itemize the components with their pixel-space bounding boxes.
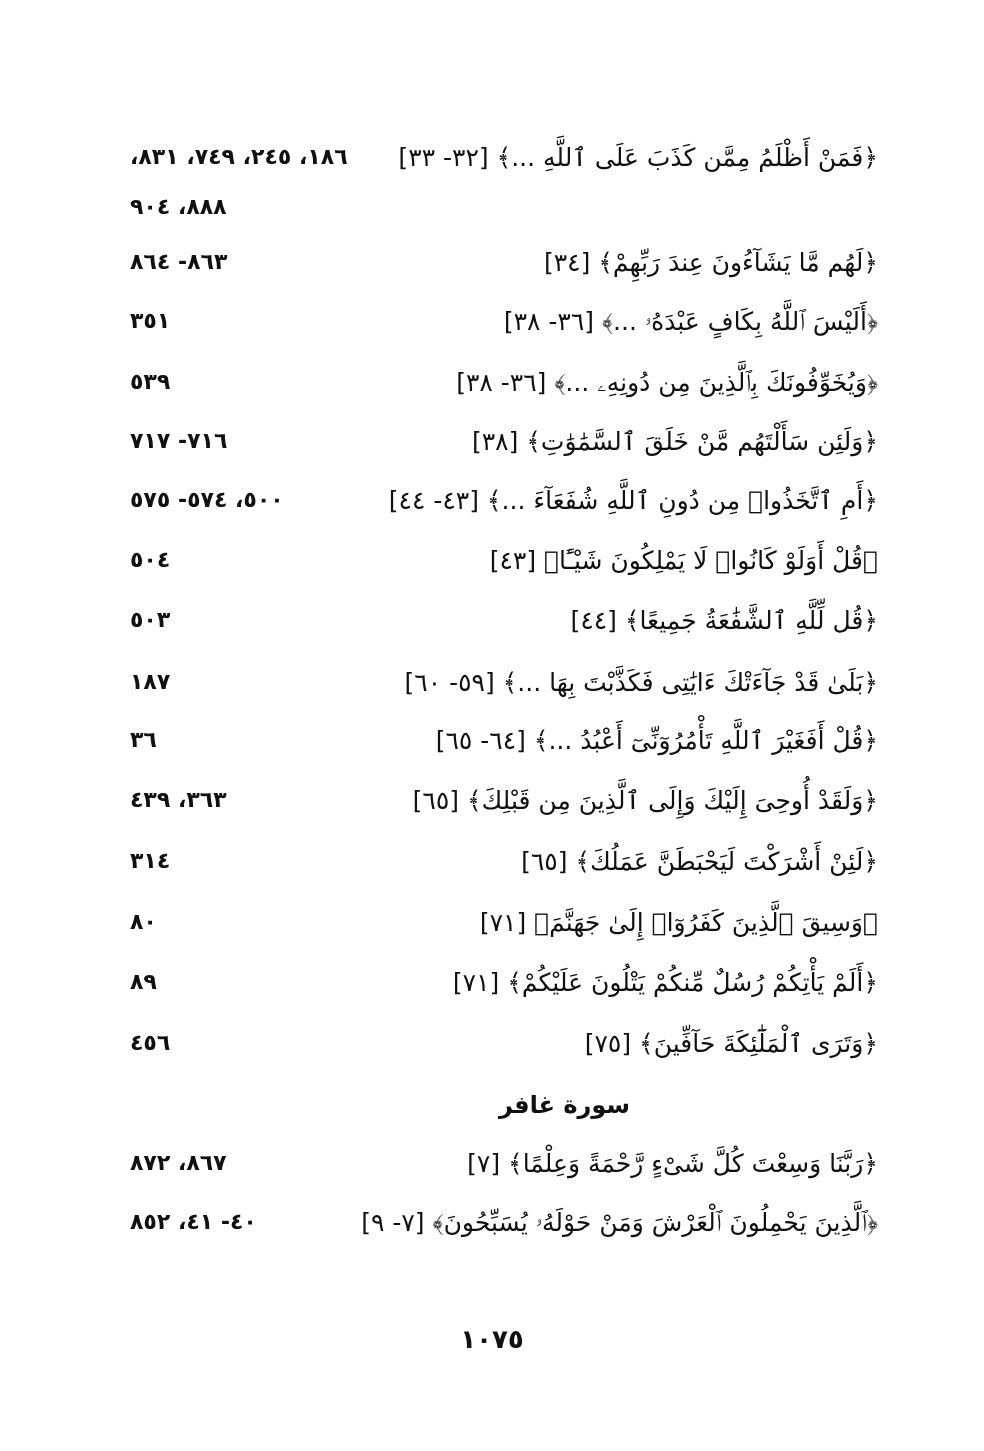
index-row	[0, 138, 984, 178]
page-references: ٥٣٩	[130, 370, 171, 395]
page-references: ٧١٦- ٧١٧	[130, 429, 228, 454]
page-references: ١٨٦، ٢٤٥، ٧٤٩، ٨٣١،	[130, 145, 348, 170]
index-row	[0, 363, 984, 403]
index-row	[0, 963, 984, 1003]
page-references: ٤٠- ٤١، ٨٥٢	[130, 1210, 257, 1235]
index-row	[0, 422, 984, 462]
index-row	[0, 601, 984, 641]
verse-text: ﴿بَلَىٰ قَدْ جَآءَتْكَ ءَايَٰتِى فَكَذَّبْتَ بِهَا ...﴾ [٥٩- ٦٠]	[404, 668, 878, 697]
page-references: ٣٥١	[130, 309, 171, 334]
page-number: ١٠٧٥	[460, 1325, 524, 1355]
verse-text: ﴿فَمَنْ أَظْلَمُ مِمَّن كَذَبَ عَلَى ٱللَّهِ ...﴾ [٣٢- ٣٣]	[398, 143, 878, 172]
verse-text: ﴿قُل لِّلَّهِ ٱلشَّفَٰعَةُ جَمِيعًا﴾ [٤٤]	[570, 606, 878, 635]
index-row	[0, 1203, 984, 1243]
verse-text: ﴿لَهُم مَّا يَشَآءُونَ عِندَ رَبِّهِمْ﴾ [٣٤]	[543, 248, 878, 277]
verse-text: ﴿أَلَيْسَ ٱللَّهُ بِكَافٍ عَبْدَهُۥ ...﴾ [٣٦- ٣٨]	[503, 307, 878, 336]
verse-text: ﴿أَمِ ٱتَّخَذُوا۟ مِن دُونِ ٱللَّهِ شُفَعَآءَ ...﴾ [٤٣- ٤٤]	[388, 486, 878, 515]
page-references: ٣٦	[130, 728, 157, 753]
verse-text: ﴿لَئِنْ أَشْرَكْتَ لَيَحْبَطَنَّ عَمَلُكَ﴾ [٦٥]	[521, 847, 878, 876]
index-row	[0, 302, 984, 342]
verse-text: ﴿وَلَقَدْ أُوحِىَ إِلَيْكَ وَإِلَى ٱلَّذِينَ مِن قَبْلِكَ﴾ [٦٥]	[412, 786, 878, 815]
index-row	[0, 481, 984, 521]
verse-text: ﴿وَتَرَى ٱلْمَلَٰٓئِكَةَ حَآفِّينَ﴾ [٧٥]	[584, 1029, 878, 1058]
page-references: ٨٩	[130, 970, 157, 995]
page-references: ١٨٧	[130, 670, 171, 695]
page-references: ٣٦٣، ٤٣٩	[130, 788, 227, 813]
page-references: ٨٦٣- ٨٦٤	[130, 250, 228, 275]
index-row	[0, 842, 984, 882]
verse-text: ﴿وَيُخَوِّفُونَكَ بِٱلَّذِينَ مِن دُونِهِۦ ...﴾ [٣٦- ٣٨]	[456, 368, 878, 397]
verse-text: ﴿وَلَئِن سَأَلْتَهُم مَّنْ خَلَقَ ٱلسَّمَٰوَٰتِ﴾ [٣٨]	[471, 427, 878, 456]
index-row	[0, 781, 984, 821]
verse-text: ﴿رَبَّنَا وَسِعْتَ كُلَّ شَىْءٍ رَّحْمَةً وَعِلْمًا﴾ [٧]	[467, 1149, 878, 1178]
page-references: ٥٠٣	[130, 608, 171, 633]
index-row	[0, 903, 984, 943]
index-row	[0, 541, 984, 581]
index-row	[0, 1024, 984, 1064]
index-row	[0, 243, 984, 283]
index-row	[0, 1144, 984, 1184]
index-row	[0, 188, 984, 228]
verse-text: ﴿ٱلَّذِينَ يَحْمِلُونَ ٱلْعَرْشَ وَمَنْ حَوْلَهُۥ يُسَبِّحُونَ﴾ [٧- ٩]	[361, 1208, 878, 1237]
index-row	[0, 663, 984, 703]
verse-text: ﴿قُلْ أَفَغَيْرَ ٱللَّهِ تَأْمُرُوٓنِّىٓ أَعْبُدُ ...﴾ [٦٤- ٦٥]	[435, 726, 878, 755]
surah-heading: سورة غافر	[498, 1091, 630, 1119]
page-references: ٣١٤	[130, 849, 171, 874]
page-references: ٨٦٧، ٨٧٢	[130, 1151, 227, 1176]
page-references: ٨٨٨، ٩٠٤	[130, 195, 227, 220]
page-references: ٥٠٠، ٥٧٤- ٥٧٥	[130, 488, 284, 513]
verse-text: ﴿أَلَمْ يَأْتِكُمْ رُسُلٌ مِّنكُمْ يَتْلُونَ عَلَيْكُمْ﴾ [٧١]	[452, 968, 878, 997]
index-row	[0, 721, 984, 761]
page-references: ٤٥٦	[130, 1031, 171, 1056]
page-references: ٨٠	[130, 910, 157, 935]
verse-text: ﴿قُلْ أَوَلَوْ كَانُوا۟ لَا يَمْلِكُونَ شَيْـًٔا﴾ [٤٣]	[489, 546, 878, 575]
verse-text: ﴿وَسِيقَ ٱلَّذِينَ كَفَرُوٓا۟ إِلَىٰ جَهَنَّمَ﴾ [٧١]	[479, 908, 878, 937]
page-references: ٥٠٤	[130, 548, 171, 573]
